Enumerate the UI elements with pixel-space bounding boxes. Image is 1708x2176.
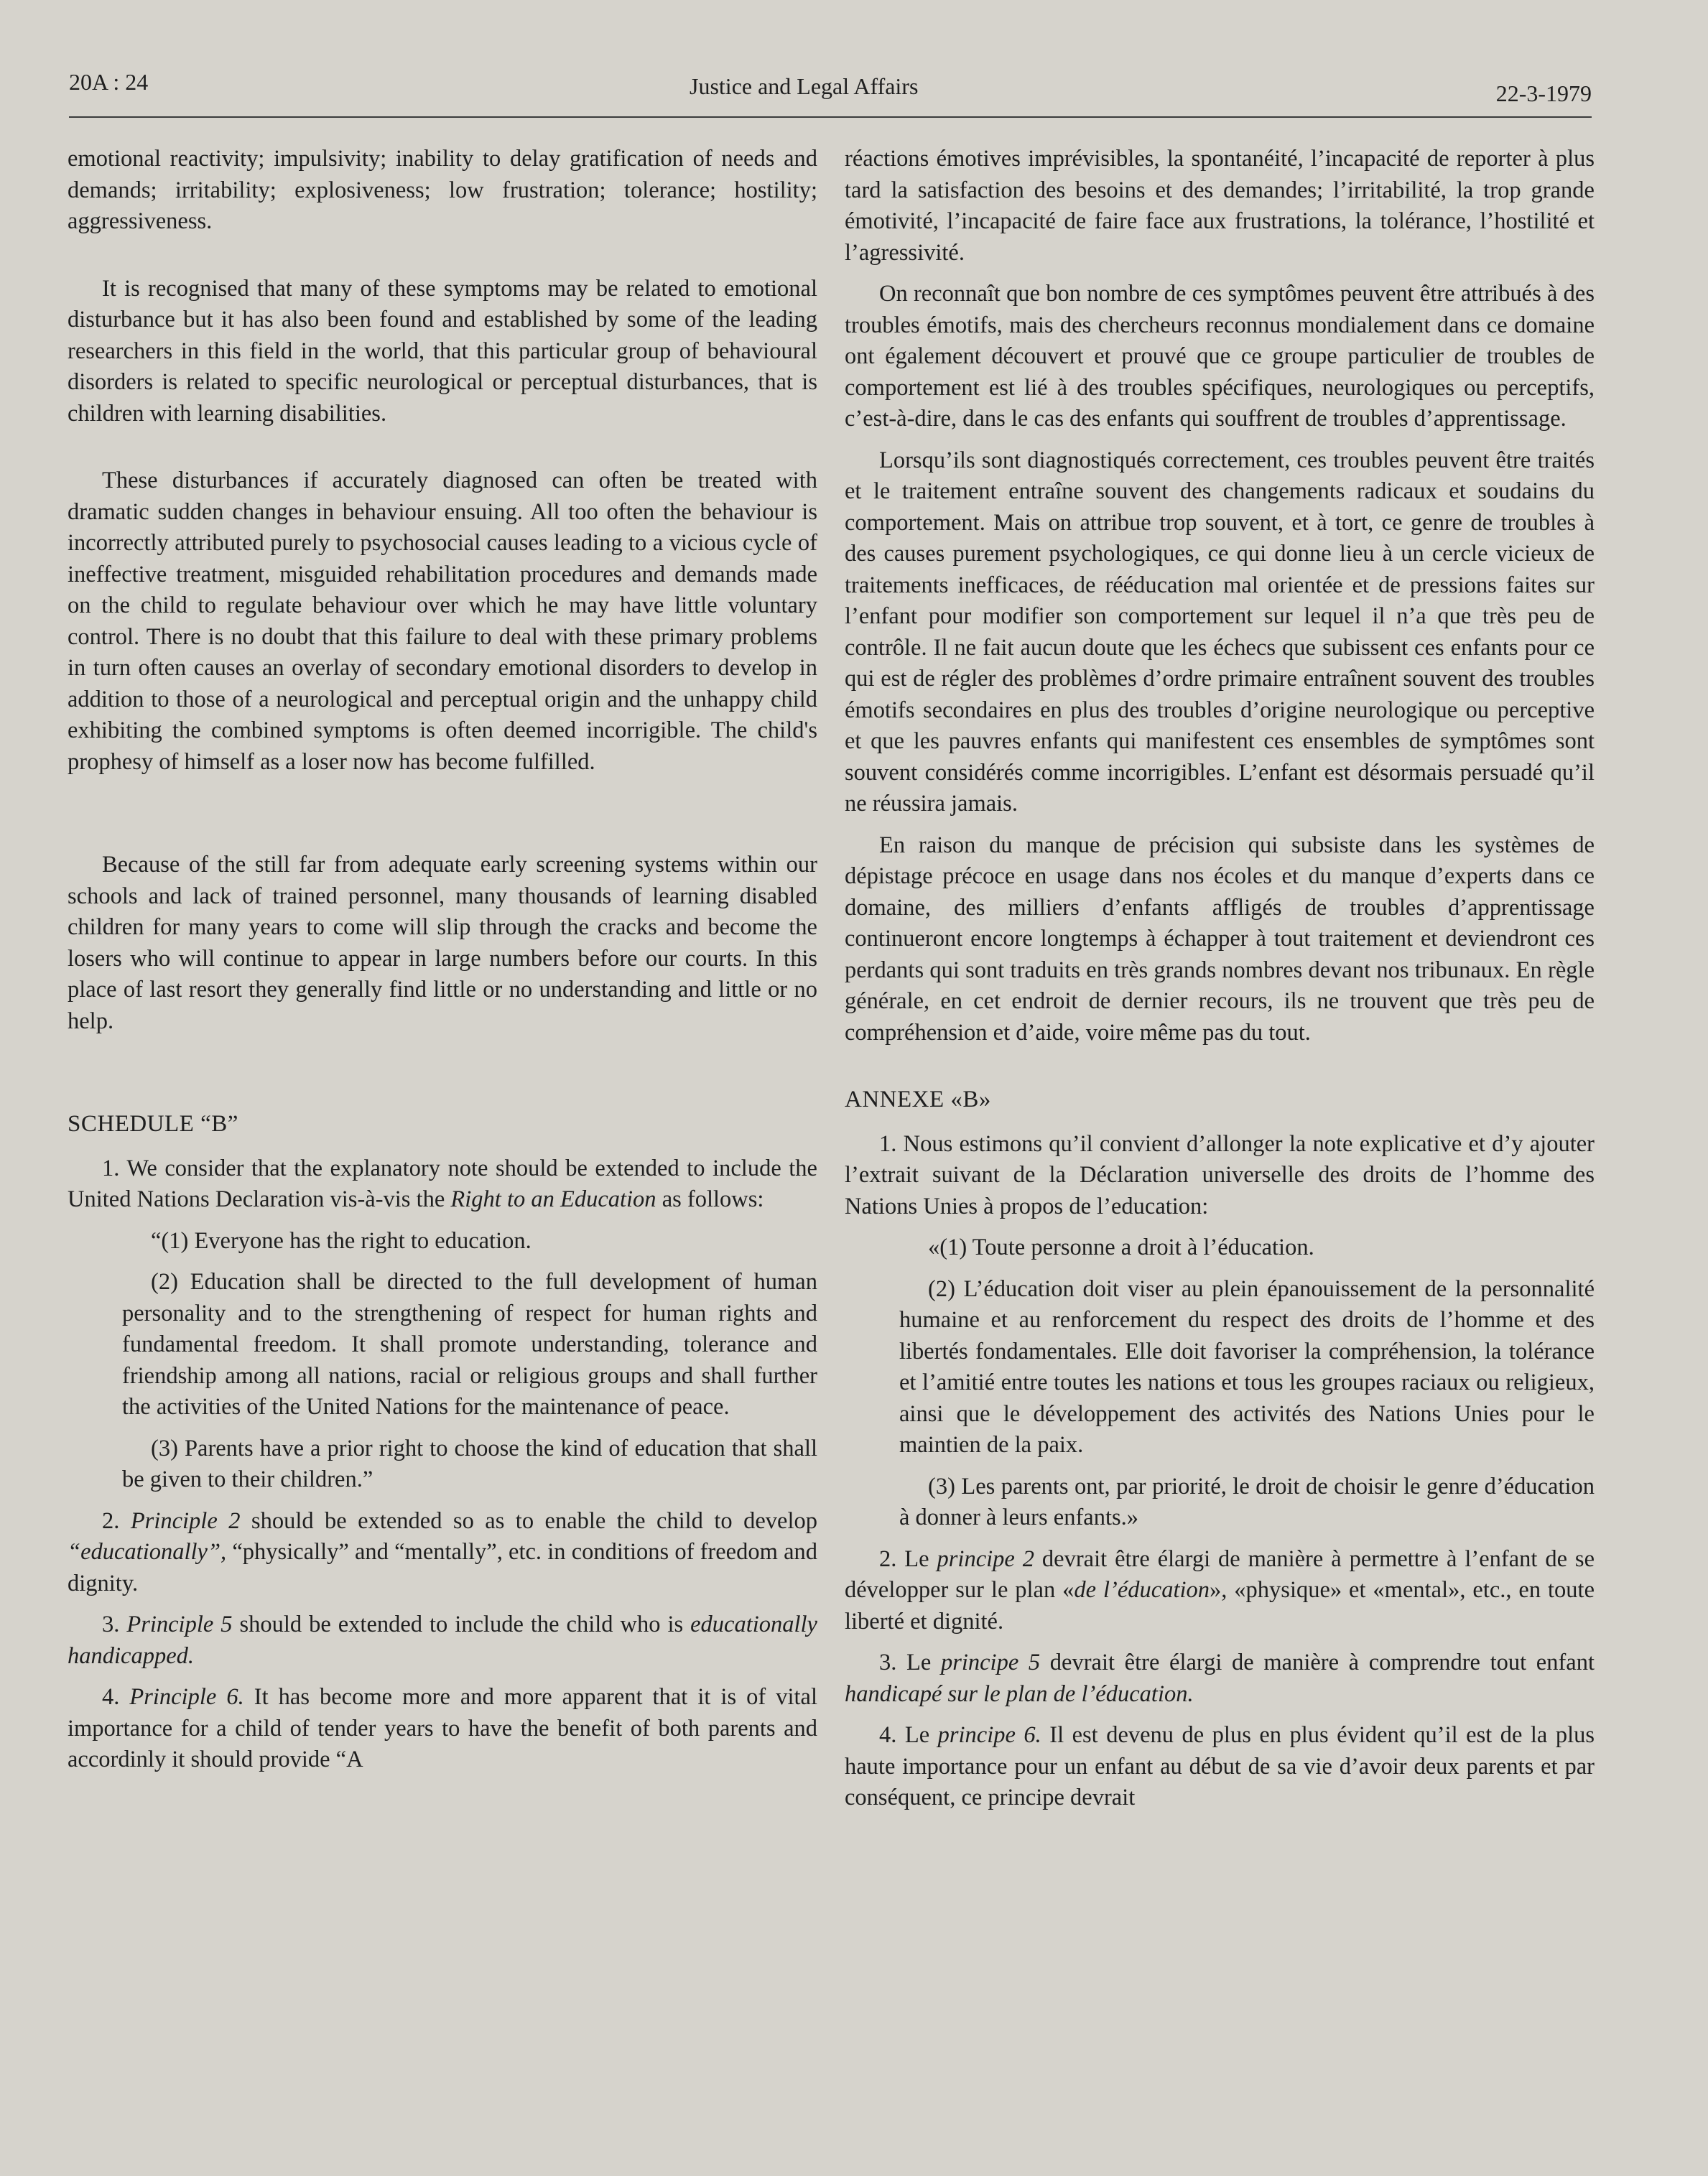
schedule-heading: SCHEDULE “B” (68, 1111, 238, 1137)
item-3-number: 3. Le (879, 1650, 941, 1675)
french-item-4 (845, 1720, 1595, 1814)
french-quote-1: «(1) Toute personne a droit à l’éducation. (928, 1235, 1314, 1260)
item-2-principle: Principle 2 (130, 1507, 241, 1534)
english-quote-1: “(1) Everyone has the right to education. (151, 1227, 532, 1254)
item-4-number: 4. Le (879, 1722, 938, 1748)
item-3-emphasis: educationally handicapped. (68, 1612, 817, 1669)
english-quote-3: (3) Parents have a prior right to choose the kind of education that shall be given to their children.” (122, 1435, 817, 1492)
item-4-text: Il est devenu de plus en plus évident qu’il est de la plus haute importance pour un enfant au début de sa vie d’avoir deux parents et par conséquent, ce principe devrait (845, 1722, 1595, 1810)
french-quotation (845, 1232, 1595, 1534)
english-paragraph-1: emotional reactivity; impulsivity; inability to delay gratification of needs and demands; irritability; explosiveness; low frustration; tolerance; hostility; aggressiveness. (68, 146, 817, 234)
item-2-text-end: », «physique» et «mental», etc., en toute liberté et dignité. (845, 1577, 1595, 1635)
french-paragraph-2: On reconnaît que bon nombre de ces symptômes peuvent être attribués à des troubles émotifs, mais des chercheurs reconnus mondialement dans ce domaine ont également découvert et prouvé que ce groupe particulier de troubles de comportement est lié à des troubles spécifiques, neurologiques ou perceptifs, c’est-à-dire, dans le cas des enfants qui souffrent de troubles d’apprentissage. (845, 281, 1595, 432)
item-2-number: 2. (102, 1507, 131, 1534)
english-paragraph-4: Because of the still far from adequate early screening systems within our schools and lack of trained personnel, many thousands of learning disabled children for many years to come will slip through the cracks and become the losers who will continue to appear in large numbers before our courts. In this place of last resort they generally find little or no understanding and little or no help. (68, 852, 817, 1034)
item-2-text: should be extended so as to enable the child to develop (240, 1507, 817, 1534)
english-item-1 (68, 1153, 817, 1216)
item-1-text: 1. We consider that the explanatory note should be extended to include the United Nations Declaration vis-à-vis the (68, 1155, 817, 1212)
french-paragraph-1: réactions émotives imprévisibles, la spontanéité, l’incapacité de reporter à plus tard la satisfaction des besoins et des demandes; l’irritabilité, la trop grande émotivité, l’incapacité de faire face aux frustrations, la tolérance, l’hostilité et l’agressivité. (845, 146, 1595, 266)
french-paragraph-4: En raison du manque de précision qui subsiste dans les systèmes de dépistage précoce en usage dans nos écoles et du manque d’experts dans ce domaine, des milliers d’enfants affligés de troubles d’apprentissage continueront encore longtemps à échapper à tout traitement et deviendront ces perdants qui sont traduits en très grands nombres devant nos tribunaux. En règle générale, en cet endroit de dernier recours, ils ne trouvent que très peu de compréhension et d’aide, voire même pas du tout. (845, 832, 1595, 1046)
french-item-2 (845, 1544, 1595, 1638)
item-4-principle: Principle 6. (129, 1684, 244, 1710)
item-3-emphasis: handicapé sur le plan de l’éducation. (845, 1680, 1194, 1707)
french-quote-3: (3) Les parents ont, par priorité, le droit de choisir le genre d’éducation à donner à leurs enfants.» (899, 1473, 1595, 1530)
item-2-number: 2. Le (879, 1545, 937, 1572)
french-paragraph-3: Lorsqu’ils sont diagnostiqués correctement, ces troubles peuvent être traités et le traitement entraîne souvent des changements radicaux et soudains du comportement. Mais on attribue trop souvent, et à tort, ce genre de troubles à des causes purement psychologiques, ce qui donne lieu à un cercle vicieux de traitements inefficaces, de rééducation mal orientée et de pressions faites sur l’enfant pour modifier son comportement sur lequel il n’a que très peu de contrôle. Il ne fait aucun doute que les échecs que subissent ces enfants pour ce qui est de régler des problèmes d’ordre primaire entraînent souvent des troubles émotifs secondaires en plus des troubles d’origine neurologique ou perceptive et que les pauvres enfants qui manifestent ces ensembles de symptômes sont souvent considérés comme incorrigibles. L’enfant est désormais persuadé qu’il ne réussira jamais. (845, 447, 1595, 817)
annexe-heading: ANNEXE «B» (845, 1087, 991, 1112)
item-4-principle: principe 6. (937, 1722, 1041, 1748)
english-column (68, 144, 817, 1776)
english-quote-2: (2) Education shall be directed to the full development of human personality and to the strengthening of respect for human rights and fundamental freedom. It shall promote understanding, tolerance and friendship among all nations, racial or religious groups and shall further the activities of the United Nations for the maintenance of peace. (122, 1269, 817, 1420)
item-3-text: devrait être élargi de manière à comprendre tout enfant (1040, 1650, 1595, 1675)
item-2-emphasis: “educationally”, (68, 1539, 227, 1565)
running-title: Justice and Legal Affairs (690, 73, 919, 99)
english-item-2 (68, 1506, 817, 1600)
french-item-1: 1. Nous estimons qu’il convient d’allonger la note explicative et d’y ajouter l’extrait suivant de la Déclaration universelle des droits de l’homme des Nations Unies à propos de l’education: (845, 1130, 1595, 1219)
item-3-text: should be extended to include the child who is (232, 1612, 691, 1637)
french-column (845, 144, 1595, 1814)
item-1-text-end: as follows: (656, 1186, 764, 1212)
french-item-3 (845, 1647, 1595, 1710)
english-paragraph-2: It is recognised that many of these symptoms may be related to emotional disturbance but it has also been found and established by some of the leading researchers in this field in the world, that this particular group of behavioural disorders is related to specific neurological or perceptual disturbances, that is children with learning disabilities. (68, 275, 817, 427)
item-3-principle: principe 5 (940, 1650, 1041, 1675)
item-2-text: devrait être élargi de manière à permettre à l’enfant de se développer sur le plan « (845, 1545, 1595, 1603)
page-header (69, 66, 1592, 118)
english-item-4 (68, 1682, 817, 1776)
english-quotation (68, 1226, 817, 1496)
item-4-text: It has become more and more apparent that it is of vital importance for a child of tender years to have the benefit of both parents and accordinly it should provide “A (68, 1684, 817, 1772)
item-3-principle: Principle 5 (126, 1612, 233, 1637)
english-paragraph-3: These disturbances if accurately diagnosed can often be treated with dramatic sudden changes in behaviour ensuing. All too often the behaviour is incorrectly attributed purely to psychosocial causes leading to a vicious cycle of ineffective treatment, misguided rehabilitation procedures and demands made on the child to regulate behaviour over which he may have little voluntary control. There is no doubt that this failure to deal with these primary problems in turn often causes an overlay of secondary emotional disorders to develop in addition to those of a neurological and perceptual origin and the unhappy child exhibiting the combined symptoms is often deemed incorrigible. The child's prophesy of himself as a loser now has become fulfilled. (68, 468, 817, 775)
item-2-principle: principe 2 (937, 1545, 1034, 1572)
item-2-emphasis: de l’éducation (1074, 1577, 1210, 1603)
header-date: 22-3-1979 (1495, 80, 1592, 106)
english-item-3 (68, 1609, 817, 1672)
item-2-text-end: “physically” and “mentally”, etc. in conditions of freedom and dignity. (68, 1539, 817, 1596)
page-reference: 20A : 24 (69, 69, 149, 95)
item-3-number: 3. (102, 1612, 127, 1637)
item-4-number: 4. (102, 1684, 130, 1710)
item-1-emphasis: Right to an Education (450, 1186, 656, 1212)
french-quote-2: (2) L’éducation doit viser au plein épanouissement de la personnalité humaine et au renforcement du respect des droits de l’homme et des libertés fondamentales. Elle doit favoriser la compréhension, la tolérance et l’amitié entre toutes les nations et tous les groupes raciaux ou religieux, ainsi que le développement des activités des Nations Unies pour le maintien de la paix. (899, 1275, 1595, 1458)
